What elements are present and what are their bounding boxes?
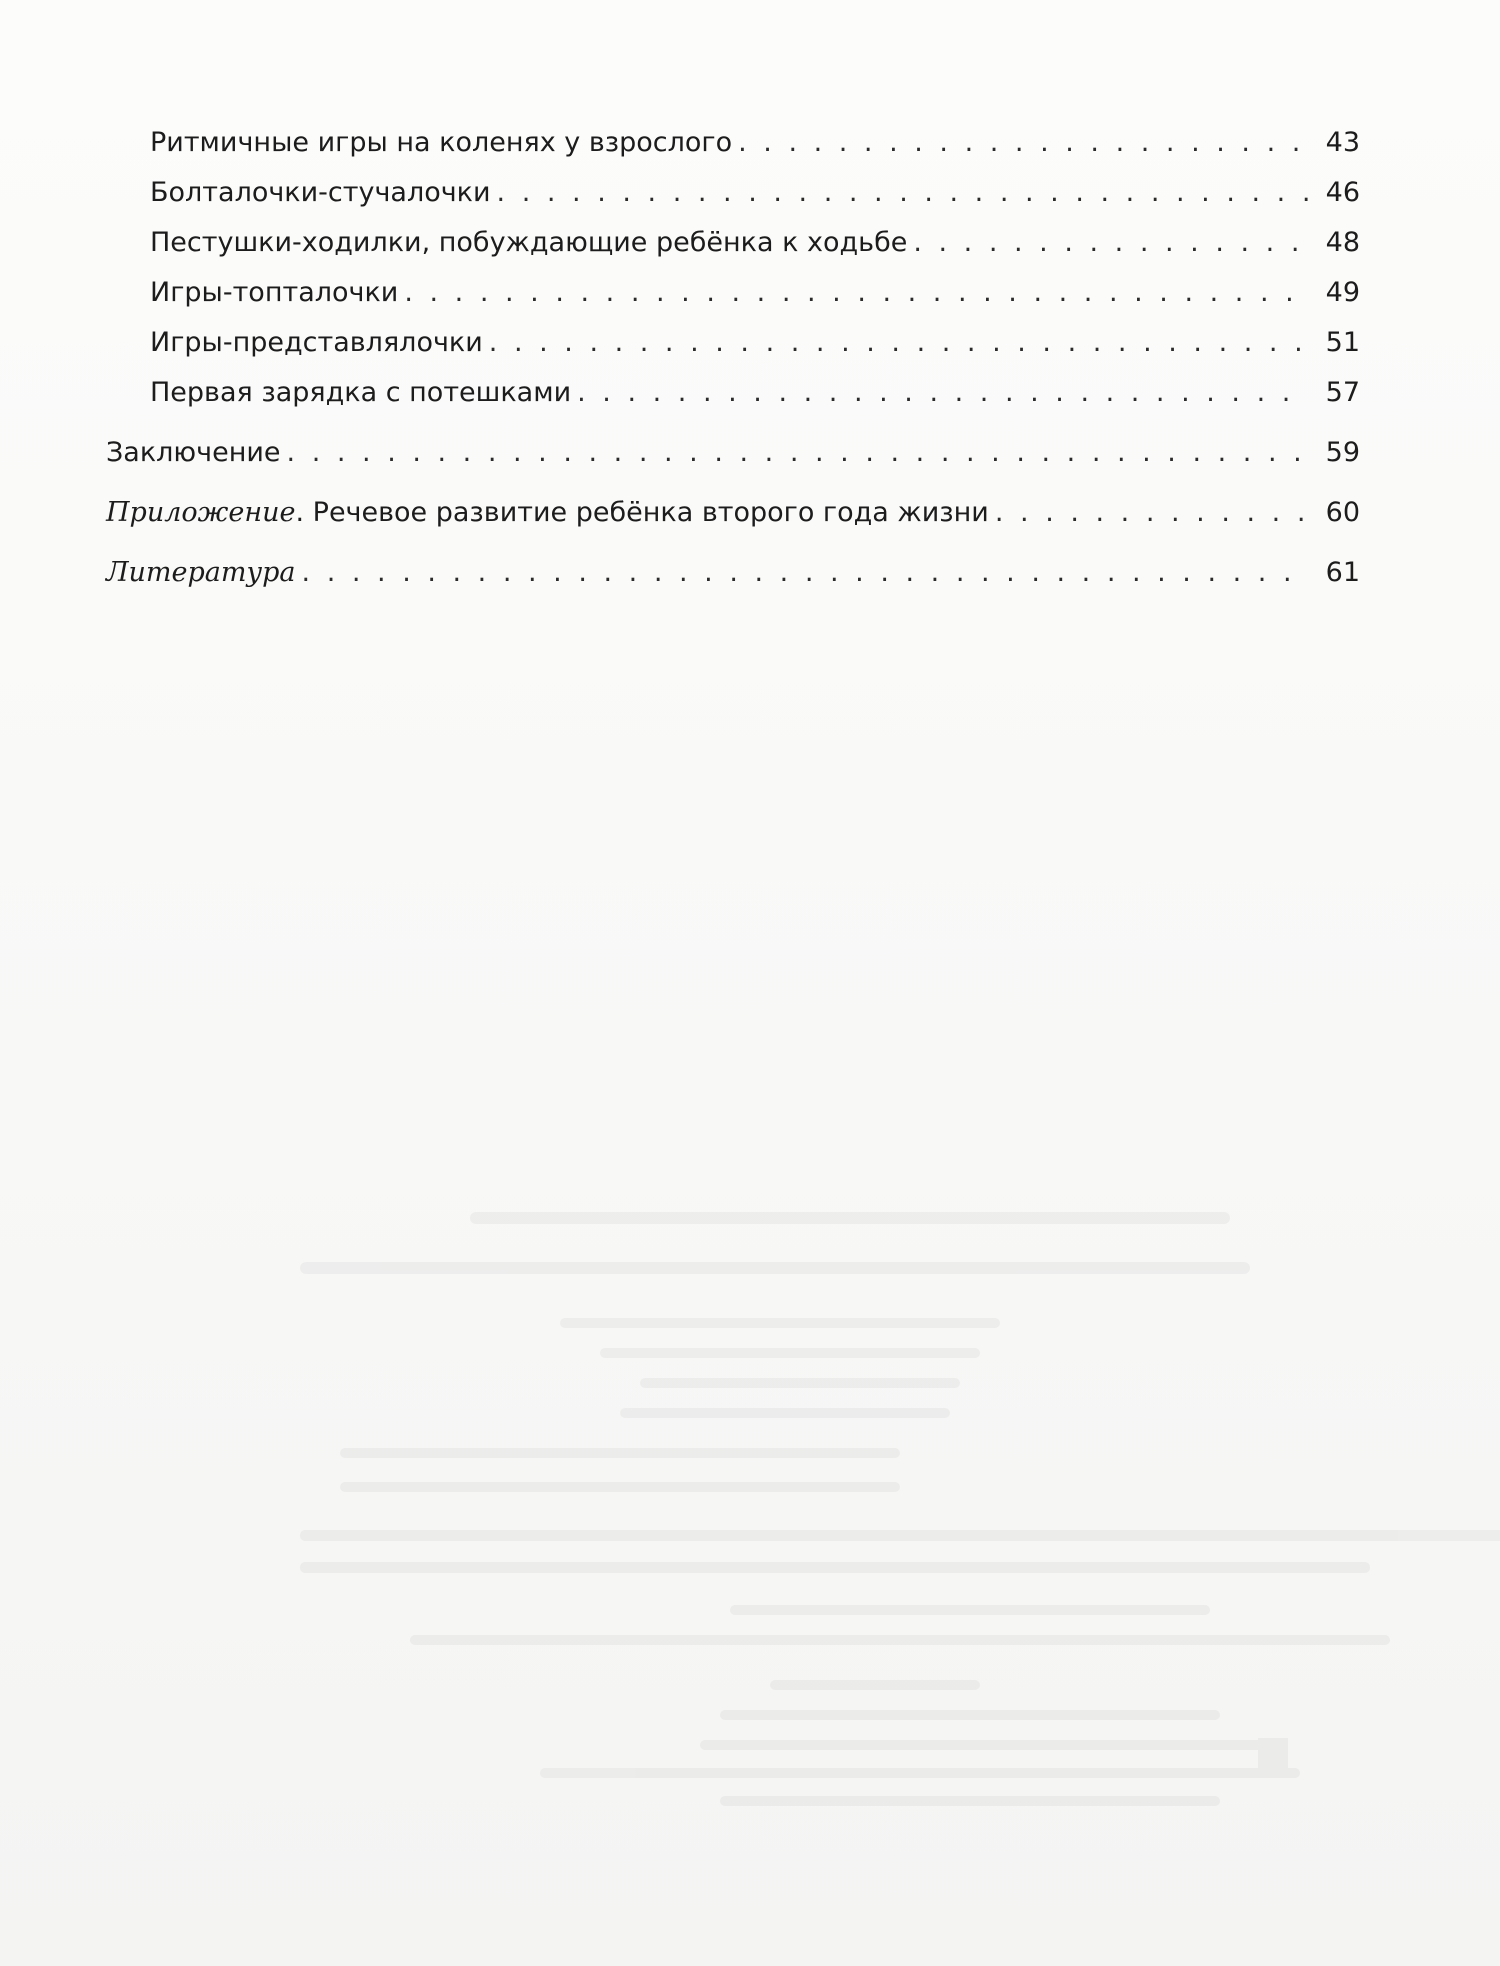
toc-entry[interactable] <box>106 268 1360 318</box>
toc-page-number: 46 <box>1325 177 1360 208</box>
toc-page-number: 51 <box>1325 327 1360 358</box>
toc-entry-conclusion[interactable] <box>106 428 1360 478</box>
toc-entry[interactable] <box>106 318 1360 368</box>
toc-entry-title: Заключение <box>106 437 281 468</box>
toc-leader-dots <box>497 168 1308 218</box>
toc-page-number: 59 <box>1325 437 1360 468</box>
toc-entry-title: Болталочки-стучалочки <box>150 177 491 208</box>
toc-page-number: 60 <box>1325 497 1360 528</box>
toc-leader-dots <box>913 218 1308 268</box>
toc-entry-title: Первая зарядка с потешками <box>150 377 572 408</box>
table-of-contents <box>106 118 1360 598</box>
toc-page-number: 48 <box>1325 227 1360 258</box>
toc-page-number: 61 <box>1325 557 1360 588</box>
toc-entry-title-italic: Приложение <box>106 497 296 528</box>
toc-entry-title: Ритмичные игры на коленях у взрослого <box>150 127 733 158</box>
toc-entry-title-rest: . Речевое развитие ребёнка второго года жизни <box>295 497 989 528</box>
toc-leader-dots <box>995 488 1308 538</box>
toc-page-number: 57 <box>1325 377 1360 408</box>
toc-leader-dots <box>404 268 1308 318</box>
toc-entry[interactable] <box>106 168 1360 218</box>
toc-leader-dots <box>489 318 1308 368</box>
toc-entry-title <box>106 488 995 538</box>
toc-entry-title: Игры-топталочки <box>150 277 399 308</box>
toc-entry-appendix[interactable] <box>106 488 1360 538</box>
toc-entry[interactable] <box>106 218 1360 268</box>
toc-entry-literature[interactable] <box>106 548 1360 598</box>
toc-entry[interactable] <box>106 118 1360 168</box>
toc-page-number: 49 <box>1325 277 1360 308</box>
toc-entry[interactable] <box>106 368 1360 418</box>
toc-entry-title: Литература <box>106 557 296 588</box>
toc-page-number: 43 <box>1325 127 1360 158</box>
toc-entry-title: Пестушки-ходилки, побуждающие ребёнка к ходьбе <box>150 227 908 258</box>
toc-entry-title: Игры-представлялочки <box>150 327 483 358</box>
toc-leader-dots <box>287 428 1308 478</box>
toc-leader-dots <box>302 548 1308 598</box>
toc-leader-dots <box>738 118 1308 168</box>
toc-leader-dots <box>577 368 1308 418</box>
